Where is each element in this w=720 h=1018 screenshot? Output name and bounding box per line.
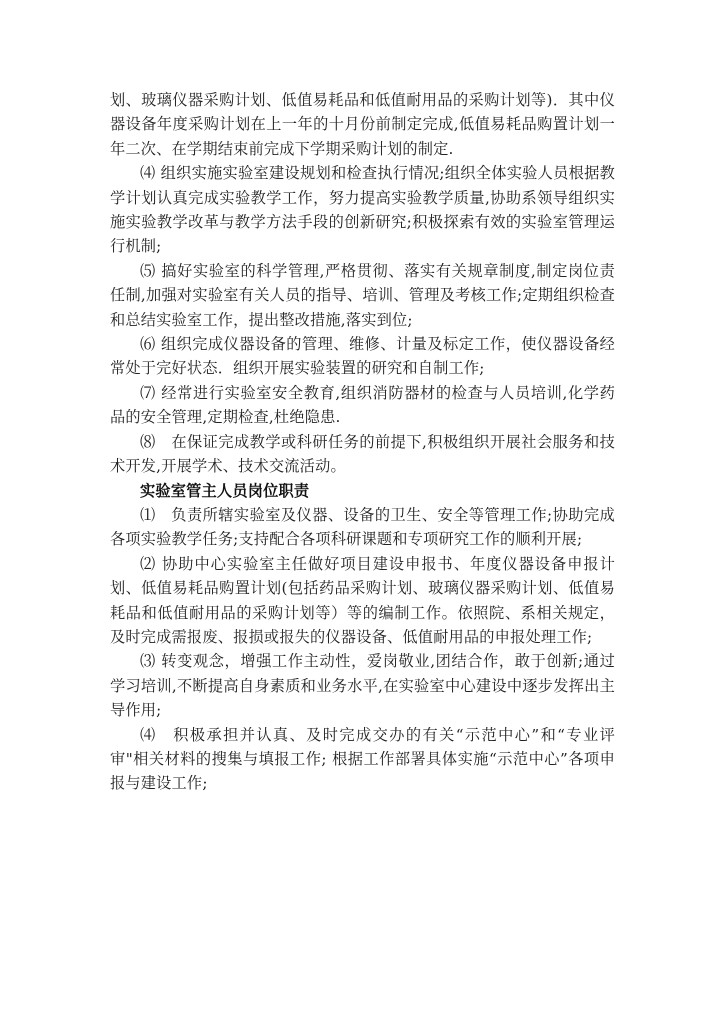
paragraph-item-4: ⑷ 组织实施实验室建设规划和检查执行情况;组织全体实验人员根据教学计划认真完成实验教学工作，努力提高实验教学质量,协助系领导组织实施实验教学改革与教学方法手段的创新研究;积极探索有效的实验室管理运行机制; (110, 164, 615, 256)
paragraph-continuation: 划、玻璃仪器采购计划、低值易耗品和低值耐用品的采购计划等)．其中仪器设备年度采购计划在上一年的十月份前制定完成,低值易耗品购置计划一年二次、在学期结束前完成下学期采购计划的制定. (110, 91, 615, 158)
paragraph-item-6: ⑹ 组织完成仪器设备的管理、维修、计量及标定工作，使仪器设备经常处于完好状态．组织开展实验装置的研究和自制工作; (110, 335, 615, 378)
paragraph-duty-1: ⑴ 负责所辖实验室及仪器、设备的卫生、安全等管理工作;协助完成各项实验教学任务;支持配合各项科研课题和专项研究工作的顺利开展; (110, 505, 615, 549)
paragraph-item-5: ⑸ 搞好实验室的科学管理,严格贯彻、落实有关规章制度,制定岗位责任制,加强对实验室有关人员的指导、培训、管理及考核工作;定期组织检查和总结实验室工作，提出整改措施,落实到位; (110, 261, 615, 329)
paragraph-item-8: ⑻ 在保证完成教学或科研任务的前提下,积极组织开展社会服务和技术开发,开展学术、技术交流活动。 (110, 432, 615, 476)
paragraph-duty-4: ⑷ 积极承担并认真、及时完成交办的有关“示范中心”和“专业评审"相关材料的搜集与填报工作; 根据工作部署具体实施“示范中心”各项申报与建设工作; (110, 725, 615, 793)
section-heading: 实验室管主人员岗位职责 (140, 481, 310, 500)
document-body (110, 88, 615, 796)
paragraph-duty-3: ⑶ 转变观念，增强工作主动性，爱岗敬业,团结合作，敢于创新;通过学习培训,不断提高自身素质和业务水平,在实验室中心建设中逐步发挥出主导作用; (110, 652, 615, 720)
paragraph-item-7: ⑺ 经常进行实验室安全教育,组织消防器材的检查与人员培训,化学药品的安全管理,定期检查,杜绝隐患. (110, 383, 615, 427)
paragraph-duty-2: ⑵ 协助中心实验室主任做好项目建设申报书、年度仪器设备申报计划、低值易耗品购置计划(包括药品采购计划、玻璃仪器采购计划、低值易耗品和低值耐用品的采购计划等）等的编制工作。依照院、系相关规定，及时完成需报废、报损或报失的仪器设备、低值耐用品的申报处理工作; (110, 554, 615, 646)
